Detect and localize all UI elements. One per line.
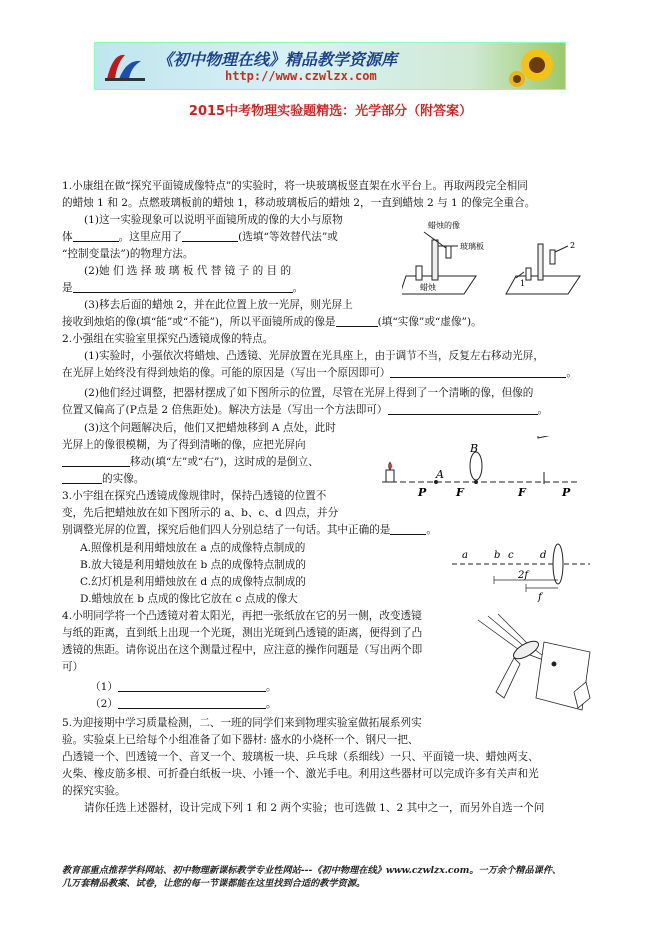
q1-sub3: (3)移去后面的蜡烛 2，并在此位置上放一光屏，则光屏上 [84, 299, 353, 311]
q2-sub3: (3)这个问题解决后，他们又把蜡烛移到 A 点处，此时 [84, 422, 336, 434]
sunflower-icon [507, 45, 561, 87]
header-banner [94, 42, 566, 90]
optical-bench-figure [378, 436, 584, 502]
q2-sub1-line2: 在光屏上始终没有得到烛焰的像。可能的原因是（写出一个原因即可） 。 [62, 367, 577, 379]
fig1-glass-label: 玻璃板 [460, 242, 484, 251]
q1-sub1: (1)这一实验现象可以说明平面镜所成的像的大小与原物 [84, 214, 343, 226]
q4-line1: 4.小明同学将一个凸透镜对着太阳光，再把一张纸放在它的另一侧，改变透镜 [62, 610, 422, 622]
q2-sub1: (1)实验时，小强依次将蜡烛、凸透镜、光屏放置在光具座上，由于调节不当，反复左右移动光屏， [84, 350, 544, 362]
page-footer [62, 864, 561, 890]
q1-sub2-line2: 是 。 [62, 282, 304, 294]
site-logo-icon [103, 49, 147, 83]
q2-sub3-line3: 移动(填“左”或“右”)，这时成的是倒立、 [62, 455, 319, 469]
q2-sub2: (2)他们经过调整，把器材摆成了如下图所示的位置，尽管在光屏上得到了一个清晰的像，但像的 [84, 387, 534, 399]
fig2-label-A: A [436, 468, 444, 481]
q2-sub3-line4: 的实像。 [62, 472, 144, 486]
fig2-label-F1: F [456, 486, 464, 499]
q2-line1: 2.小强组在实验室里探究凸透镜成像的特点。 [62, 333, 274, 345]
q4-line4: 可） [62, 661, 84, 673]
page-title: 2015中考物理实验题精选：光学部分（附答案） [188, 104, 473, 119]
fig2-label-P1: P [418, 486, 427, 499]
q2-sub3-line2: 光屏上的像很模糊，为了得到清晰的像，应把光屏向 [62, 439, 306, 451]
q4-line3: 透镜的焦距。请你说出在这个测量过程中，应注意的操作问题是（写出两个即 [62, 644, 423, 656]
lens-points-figure [452, 542, 592, 604]
q4-line2: 与纸的距离，直到纸上出现一个光斑，测出光斑到凸透镜的距离，便得到了凸 [62, 627, 423, 639]
q5-line5: 的探究实验。 [62, 785, 126, 797]
footer-line-1: 教育部重点推荐学科网站、初中物理新课标教学专业性网站---《初中物理在线》www.czwlzx.com。一万余个精品课件、 [62, 865, 562, 876]
q5-line3: 凸透镜一个、凹透镜一个、音叉一个、玻璃板一块、乒乓球（系细线）一只、平面镜一块、蜡烛两支、 [62, 751, 539, 763]
mirror-experiment-figure [402, 216, 582, 300]
fig3-label-a: a [462, 550, 468, 561]
fig2-label-B: B [470, 442, 479, 455]
q3-line2: 变，先后把蜡烛放在如下图所示的 a、b、c、d 四点，并分 [62, 507, 339, 519]
q1-line1: 1.小康组在做“探究平面镜成像特点”的实验时，将一块玻璃板竖直架在水平台上。再取两段完全相同 [62, 180, 528, 192]
fig1-number-1: 1 [520, 279, 526, 288]
fig1-candle-image-label: 蜡烛的像 [428, 221, 460, 230]
banner-url[interactable]: http://www.czwlzx.com [225, 69, 377, 83]
fig3-label-b: b [494, 550, 501, 561]
sun-focus-figure [474, 612, 592, 712]
q3-line3: 别调整光屏的位置，探究后他们四人分别总结了一句话。其中正确的是 。 [62, 524, 437, 536]
fig1-number-2: 2 [570, 241, 576, 250]
footer-line-2: 几万套精品教案、试卷，让您的每一节课都能在这里找到合适的教学资源。 [62, 878, 366, 889]
q5-line2: 验。实验桌上已给每个小组准备了如下器材: 盛水的小烧杯一个、钢尺一把、 [62, 734, 419, 746]
q2-sub2-line2: 位置又偏高了(P点是 2 倍焦距处)。解决方法是（写出一个方法即可） 。 [62, 404, 549, 416]
q4-answer-2: （2） 。 [90, 698, 277, 710]
q5-line1: 5.为迎接期中学习质量检测，二、一班的同学们来到物理实验室做拓展系列实 [62, 717, 422, 729]
q3-option-b: B.放大镜是利用蜡烛放在 b 点的成像特点制成的 [80, 559, 306, 571]
fig3-label-c: c [508, 550, 514, 561]
q3-line1: 3.小宇组在探究凸透镜成像规律时，保持凸透镜的位置不 [62, 490, 327, 502]
fig3-label-f: f [538, 592, 542, 603]
q1-sub1-line2: 体 。这里应用了 (选填“等效替代法”或 [62, 231, 338, 243]
q1-line2: 的蜡烛 1 和 2。点燃玻璃板前的蜡烛 1，移动玻璃板后的蜡烛 2，一直到蜡烛 2 与 1 的像完全重合。 [62, 197, 536, 209]
q5-line4: 火柴、橡皮筋多根、可折叠白纸板一块、小锤一个、激光手电。利用这些器材可以完成许多有关声和光 [62, 768, 539, 780]
fig2-label-F2: F [518, 486, 526, 499]
q5-line6: 请你任选上述器材，设计完成下列 1 和 2 两个实验；也可选做 1、2 其中之一，而另外自选一个问 [84, 802, 545, 814]
q4-answer-1: （1） 。 [90, 681, 277, 693]
q1-sub2: (2)她 们 选 择 玻 璃 板 代 替 镜 子 的 目 的 [84, 265, 292, 277]
fig3-label-d: d [540, 550, 547, 561]
fig3-label-2f: 2f [518, 570, 529, 581]
banner-title: 《初中物理在线》精品教学资源库 [157, 50, 398, 69]
q3-option-a: A.照像机是利用蜡烛放在 a 点的成像特点制成的 [80, 542, 306, 554]
fig1-candle-label: 蜡烛 [420, 283, 436, 292]
q3-option-d: D.蜡烛放在 b 点成的像比它放在 c 点成的像大 [80, 593, 298, 605]
q1-sub3-line2: 接收到烛焰的像(填“能”或“不能”)，所以平面镜所成的像是 (填“实像”或“虚像”)。 [62, 316, 482, 328]
q3-option-c: C.幻灯机是利用蜡烛放在 d 点的成像特点制成的 [80, 576, 306, 588]
q1-sub1-line3: “控制变量法”)的物理方法。 [62, 248, 194, 260]
fig2-label-P2: P [562, 486, 571, 499]
